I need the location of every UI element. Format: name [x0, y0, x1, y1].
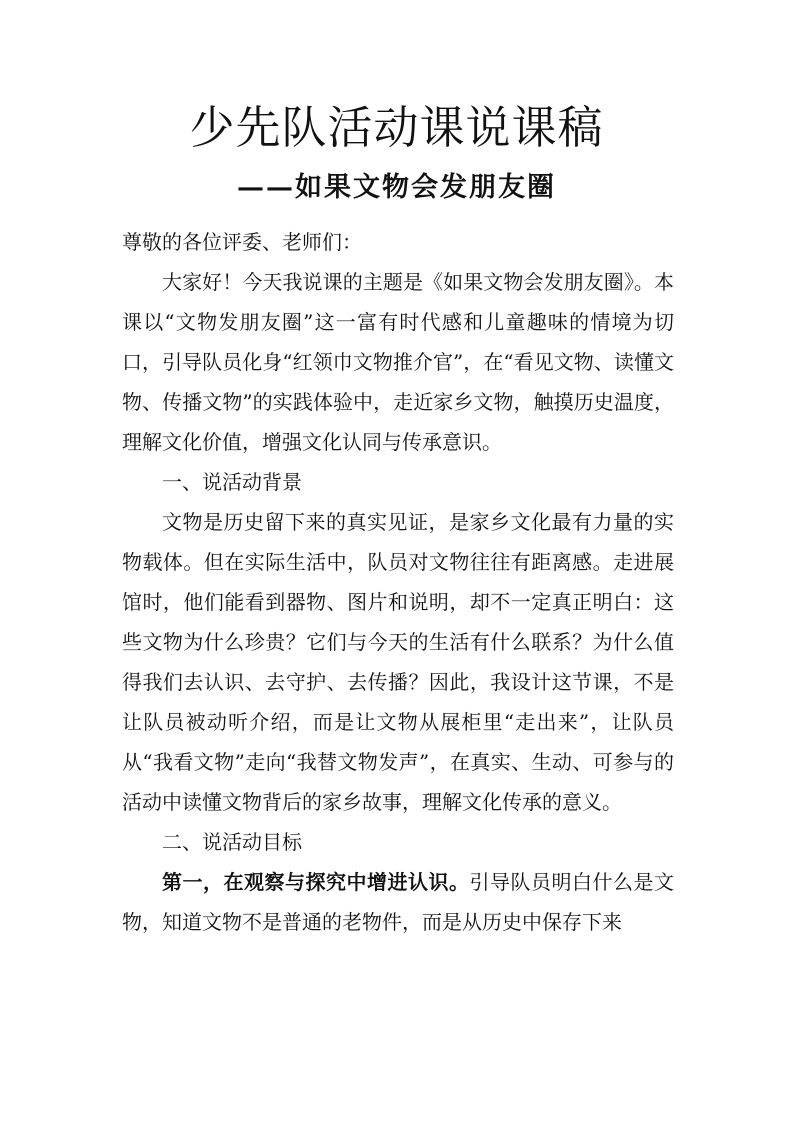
goal-1-text: 引导队员明白什么是文物，知道文物不是普通的老物件，而是从历史中保存下来 — [122, 870, 674, 934]
goal-1-lead: 第一，在观察与探究中增进认识。 — [162, 870, 470, 894]
document-subtitle: ——如果文物会发朋友圈 — [237, 172, 556, 203]
background-paragraph: 文物是历史留下来的真实见证，是家乡文化最有力量的实物载体。但在实际生活中，队员对文物往往有距离感。走进展馆时，他们能看到器物、图片和说明，却不一定真正明白：这些文物为什么珍贵？它们与今天的生活有什么联系？为什么值得我们去认识、去守护、去传播？因此，我设计这节课，不是让队员被动听介绍，而是让文物从展柜里“走出来”，让队员从“我看文物”走向“我替文物发声”，在真实、生动、可参与的活动中读懂文物背后的家乡故事，理解文化传承的意义。 — [122, 510, 674, 814]
section-heading-goals: 二、说活动目标 — [162, 830, 302, 854]
document-body — [122, 222, 674, 942]
document-title: 少先队活动课说课稿 — [189, 101, 604, 154]
section-heading-background: 一、说活动背景 — [162, 470, 302, 494]
goal-paragraph-1 — [122, 862, 674, 942]
intro-paragraph: 大家好！今天我说课的主题是《如果文物会发朋友圈》。本课以“文物发朋友圈”这一富有时代感和儿童趣味的情境为切口，引导队员化身“红领巾文物推介官”，在“看见文物、读懂文物、传播文物”的实践体验中，走近家乡文物，触摸历史温度，理解文化价值，增强文化认同与传承意识。 — [122, 270, 674, 454]
greeting: 尊敬的各位评委、老师们： — [122, 230, 362, 254]
